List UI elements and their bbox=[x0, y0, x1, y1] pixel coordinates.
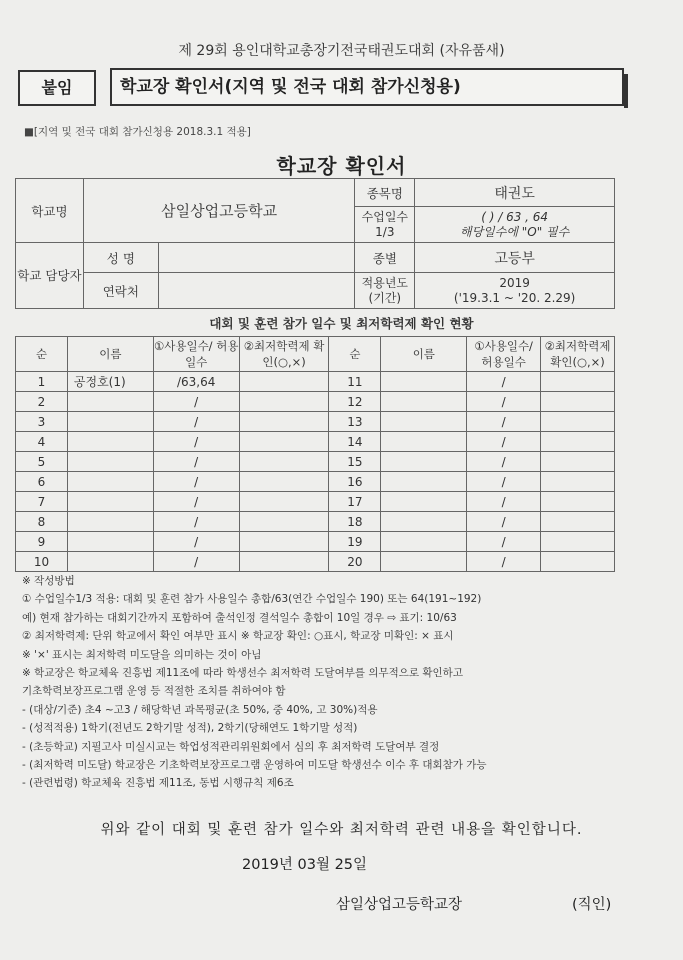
student-name bbox=[381, 452, 467, 472]
header-cell: 이름 bbox=[67, 337, 153, 372]
days-label: 수업일수 1/3 bbox=[355, 207, 415, 243]
used-days: / bbox=[467, 372, 541, 392]
academic-check bbox=[239, 552, 329, 572]
instruction-line: 예) 현재 참가하는 대회기간까지 포함하여 출석인정 결석일수 총합이 10일 경우 ⇨ 표기: 10/63 bbox=[22, 611, 457, 624]
row-number: 11 bbox=[329, 372, 381, 392]
student-name bbox=[67, 532, 153, 552]
student-name bbox=[67, 512, 153, 532]
used-days: / bbox=[153, 512, 239, 532]
table-header-row bbox=[16, 337, 615, 372]
used-days: / bbox=[153, 552, 239, 572]
principal-signature: 삼일상업고등학교장 bbox=[336, 897, 463, 913]
table-row bbox=[16, 432, 615, 452]
instruction-line: - (관련법령) 학교체육 진흥법 제11조, 동법 시행규칙 제6조 bbox=[22, 777, 294, 790]
days-value: ( ) / 63 , 64 해당일수에 "O" 필수 bbox=[415, 207, 615, 243]
row-number: 7 bbox=[16, 492, 68, 512]
used-days: / bbox=[467, 532, 541, 552]
row-number: 2 bbox=[16, 392, 68, 412]
document-heading: 학교장 확인서(지역 및 전국 대회 참가신청용) bbox=[110, 68, 624, 106]
instruction-line: - (대상/기준) 초4 ~고3 / 해당학년 과목평균(초 50%, 중 40%, 고 30%)적용 bbox=[22, 703, 378, 716]
academic-check bbox=[541, 512, 615, 532]
table-caption: 대회 및 훈련 참가 일수 및 최저학력제 확인 현황 bbox=[209, 316, 474, 331]
student-name: 공정호(1) bbox=[67, 372, 153, 392]
used-days: / bbox=[153, 492, 239, 512]
student-name bbox=[381, 432, 467, 452]
name-label: 성 명 bbox=[83, 243, 158, 273]
contact-value bbox=[158, 273, 355, 309]
academic-check bbox=[541, 412, 615, 432]
student-name bbox=[381, 532, 467, 552]
staff-label: 학교 담당자 bbox=[16, 243, 84, 309]
table-row bbox=[16, 552, 615, 572]
student-name bbox=[67, 432, 153, 452]
used-days: / bbox=[153, 452, 239, 472]
instruction-line: ① 수업일수1/3 적용: 대회 및 훈련 참가 사용일수 총합/63(연간 수업일수 190) 또는 64(191~192) bbox=[22, 593, 482, 606]
instruction-line: - (초등학교) 지필고사 미실시교는 학업성적관리위원회에서 심의 후 최저학력 도달여부 결정 bbox=[22, 740, 440, 753]
academic-check bbox=[541, 492, 615, 512]
row-number: 18 bbox=[329, 512, 381, 532]
event-title: 제 29회 용인대학교총장기전국태권도대회 (자유품새) bbox=[178, 43, 505, 59]
used-days: / bbox=[467, 392, 541, 412]
row-number: 9 bbox=[16, 532, 68, 552]
student-name bbox=[381, 492, 467, 512]
row-number: 15 bbox=[329, 452, 381, 472]
used-days: / bbox=[467, 472, 541, 492]
instruction-line: - (성적적용) 1학기(전년도 2학기말 성적), 2학기(당해연도 1학기말 성적) bbox=[22, 722, 358, 735]
used-days: / bbox=[153, 392, 239, 412]
row-number: 1 bbox=[16, 372, 68, 392]
table-row bbox=[16, 472, 615, 492]
used-days: / bbox=[153, 432, 239, 452]
row-number: 13 bbox=[329, 412, 381, 432]
instruction-line: ※ '×' 표시는 최저학력 미도달을 의미하는 것이 아님 bbox=[22, 648, 262, 661]
used-days: / bbox=[467, 432, 541, 452]
header-cell: ①사용일수/ 허용일수 bbox=[467, 337, 541, 372]
used-days: / bbox=[467, 412, 541, 432]
row-number: 14 bbox=[329, 432, 381, 452]
table-row bbox=[16, 512, 615, 532]
academic-check bbox=[239, 472, 329, 492]
header-cell: ②최저학력제 확인(○,×) bbox=[541, 337, 615, 372]
official-seal: (직인) bbox=[572, 897, 612, 913]
school-label: 학교명 bbox=[16, 179, 84, 243]
row-number: 19 bbox=[329, 532, 381, 552]
student-name bbox=[67, 412, 153, 432]
header-cell: 순 bbox=[329, 337, 381, 372]
academic-check bbox=[541, 392, 615, 412]
used-days: / bbox=[153, 472, 239, 492]
row-number: 16 bbox=[329, 472, 381, 492]
student-name bbox=[67, 452, 153, 472]
student-name bbox=[67, 392, 153, 412]
academic-check bbox=[239, 512, 329, 532]
student-name bbox=[67, 492, 153, 512]
academic-check bbox=[239, 412, 329, 432]
row-number: 12 bbox=[329, 392, 381, 412]
row-number: 6 bbox=[16, 472, 68, 492]
academic-check bbox=[239, 532, 329, 552]
academic-check bbox=[541, 432, 615, 452]
confirmation-date: 2019년 03월 25일 bbox=[242, 857, 368, 873]
student-name bbox=[381, 372, 467, 392]
academic-check bbox=[541, 372, 615, 392]
academic-check bbox=[239, 392, 329, 412]
used-days: / bbox=[467, 492, 541, 512]
instruction-line: ※ 작성방법 bbox=[22, 575, 75, 587]
main-title: 학교장 확인서 bbox=[276, 154, 407, 178]
writing-instructions bbox=[22, 572, 487, 793]
academic-check bbox=[541, 472, 615, 492]
row-number: 4 bbox=[16, 432, 68, 452]
instruction-line: ② 최저학력제: 단위 학교에서 확인 여부만 표시 ※ 학교장 확인: ○표시, 학교장 미확인: × 표시 bbox=[22, 630, 454, 643]
header-cell: 이름 bbox=[381, 337, 467, 372]
contact-label: 연락처 bbox=[83, 273, 158, 309]
student-name bbox=[67, 552, 153, 572]
row-number: 17 bbox=[329, 492, 381, 512]
table-row bbox=[16, 492, 615, 512]
student-name bbox=[381, 472, 467, 492]
year-label: 적용년도 (기간) bbox=[355, 273, 415, 309]
header-cell: ①사용일수/ 허용일수 bbox=[153, 337, 239, 372]
row-number: 20 bbox=[329, 552, 381, 572]
used-days: / bbox=[467, 552, 541, 572]
table-row bbox=[16, 392, 615, 412]
participation-table bbox=[15, 336, 615, 572]
table-row bbox=[16, 412, 615, 432]
header-cell: ②최저학력제 확인(○,×) bbox=[239, 337, 329, 372]
student-name bbox=[67, 472, 153, 492]
academic-check bbox=[239, 432, 329, 452]
attachment-tag: 붙임 bbox=[18, 70, 96, 106]
instruction-line: 기초학력보장프로그램 운영 등 적절한 조치를 취하여야 함 bbox=[22, 685, 286, 698]
confirmation-statement: 위와 같이 대회 및 훈련 참가 일수와 최저학력 관련 내용을 확인합니다. bbox=[100, 822, 583, 838]
academic-check bbox=[239, 492, 329, 512]
name-value bbox=[158, 243, 355, 273]
row-number: 8 bbox=[16, 512, 68, 532]
info-table bbox=[15, 178, 615, 309]
table-row bbox=[16, 452, 615, 472]
student-name bbox=[381, 392, 467, 412]
academic-check bbox=[239, 452, 329, 472]
table-row bbox=[16, 372, 615, 392]
event-label: 종목명 bbox=[355, 179, 415, 207]
used-days: / bbox=[153, 532, 239, 552]
table-row bbox=[16, 532, 615, 552]
instruction-line: ※ 학교장은 학교체육 진흥법 제11조에 따라 학생선수 최저학력 도달여부를 의무적으로 확인하고 bbox=[22, 667, 463, 680]
school-name: 삼일상업고등학교 bbox=[83, 179, 354, 243]
instruction-line: - (최저학력 미도달) 학교장은 기초학력보장프로그램 운영하여 미도달 학생선수 이수 후 대회참가 가능 bbox=[22, 759, 487, 772]
student-name bbox=[381, 512, 467, 532]
used-days: / bbox=[467, 452, 541, 472]
academic-check bbox=[239, 372, 329, 392]
category-label: 종별 bbox=[355, 243, 415, 273]
row-number: 5 bbox=[16, 452, 68, 472]
academic-check bbox=[541, 552, 615, 572]
used-days: / bbox=[153, 412, 239, 432]
row-number: 3 bbox=[16, 412, 68, 432]
year-value: 2019 ('19.3.1 ~ '20. 2.29) bbox=[415, 273, 615, 309]
category-value: 고등부 bbox=[415, 243, 615, 273]
header-cell: 순 bbox=[16, 337, 68, 372]
event-value: 태권도 bbox=[415, 179, 615, 207]
academic-check bbox=[541, 532, 615, 552]
academic-check bbox=[541, 452, 615, 472]
student-name bbox=[381, 552, 467, 572]
row-number: 10 bbox=[16, 552, 68, 572]
used-days: / bbox=[467, 512, 541, 532]
used-days: /63,64 bbox=[153, 372, 239, 392]
applicability-note: ■[지역 및 전국 대회 참가신청용 2018.3.1 적용] bbox=[24, 126, 251, 138]
student-name bbox=[381, 412, 467, 432]
